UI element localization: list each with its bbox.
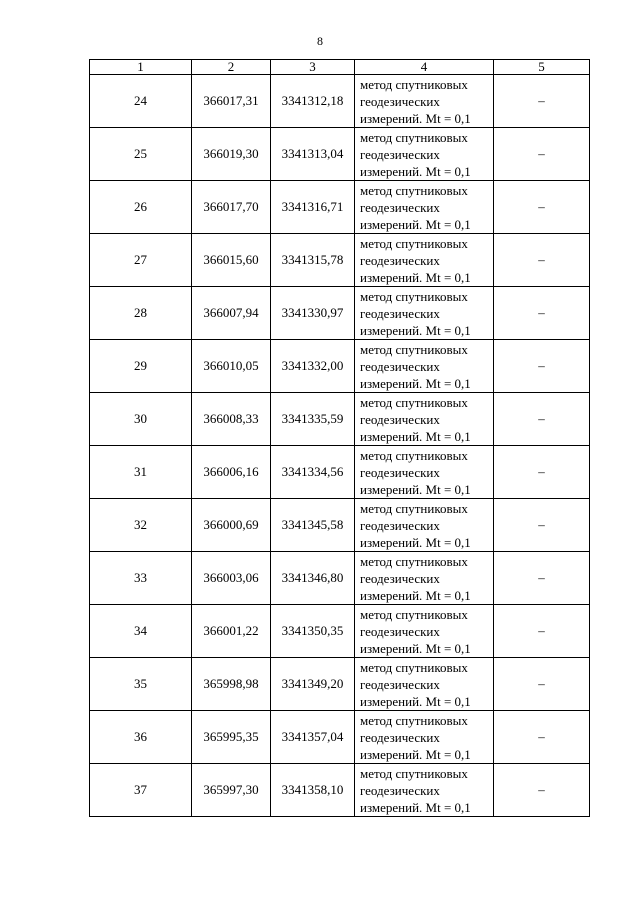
point-number-cell: 34	[90, 605, 192, 658]
header-col-5: 5	[494, 60, 590, 75]
method-line: измерений. Mt = 0,1	[360, 799, 471, 815]
x-coordinate-cell: 366017,70	[192, 181, 271, 234]
note-cell: –	[494, 658, 590, 711]
method-line: измерений. Mt = 0,1	[360, 322, 471, 338]
method-line: измерений. Mt = 0,1	[360, 587, 471, 603]
note-cell: –	[494, 499, 590, 552]
method-cell	[355, 658, 494, 711]
note-cell: –	[494, 605, 590, 658]
note-cell: –	[494, 340, 590, 393]
table-row	[90, 605, 590, 658]
table-row	[90, 711, 590, 764]
y-coordinate-cell: 3341335,59	[271, 393, 355, 446]
method-line: геодезических	[360, 623, 440, 639]
x-coordinate-cell: 365998,98	[192, 658, 271, 711]
y-coordinate-cell: 3341358,10	[271, 764, 355, 817]
method-line: геодезических	[360, 93, 440, 109]
y-coordinate-cell: 3341316,71	[271, 181, 355, 234]
x-coordinate-cell: 365997,30	[192, 764, 271, 817]
method-line: метод спутниковых	[360, 288, 468, 304]
point-number-cell: 36	[90, 711, 192, 764]
note-cell: –	[494, 287, 590, 340]
point-number-cell: 35	[90, 658, 192, 711]
method-line: метод спутниковых	[360, 606, 468, 622]
x-coordinate-cell: 366017,31	[192, 75, 271, 128]
point-number-cell: 31	[90, 446, 192, 499]
note-cell: –	[494, 393, 590, 446]
x-coordinate-cell: 366003,06	[192, 552, 271, 605]
table-row	[90, 499, 590, 552]
x-coordinate-cell: 366006,16	[192, 446, 271, 499]
method-line: метод спутниковых	[360, 76, 468, 92]
method-cell	[355, 393, 494, 446]
table-row	[90, 764, 590, 817]
note-cell: –	[494, 711, 590, 764]
note-cell: –	[494, 128, 590, 181]
method-line: измерений. Mt = 0,1	[360, 481, 471, 497]
table-row	[90, 658, 590, 711]
y-coordinate-cell: 3341350,35	[271, 605, 355, 658]
x-coordinate-cell: 365995,35	[192, 711, 271, 764]
y-coordinate-cell: 3341349,20	[271, 658, 355, 711]
method-line: измерений. Mt = 0,1	[360, 110, 471, 126]
method-line: измерений. Mt = 0,1	[360, 640, 471, 656]
method-line: геодезических	[360, 411, 440, 427]
y-coordinate-cell: 3341332,00	[271, 340, 355, 393]
method-line: метод спутниковых	[360, 553, 468, 569]
method-line: геодезических	[360, 199, 440, 215]
header-col-1: 1	[90, 60, 192, 75]
method-line: измерений. Mt = 0,1	[360, 428, 471, 444]
method-line: геодезических	[360, 676, 440, 692]
note-cell: –	[494, 234, 590, 287]
y-coordinate-cell: 3341357,04	[271, 711, 355, 764]
point-number-cell: 33	[90, 552, 192, 605]
table-row	[90, 340, 590, 393]
method-cell	[355, 75, 494, 128]
method-line: метод спутниковых	[360, 500, 468, 516]
table-row	[90, 552, 590, 605]
x-coordinate-cell: 366000,69	[192, 499, 271, 552]
x-coordinate-cell: 366015,60	[192, 234, 271, 287]
method-line: метод спутниковых	[360, 447, 468, 463]
method-line: геодезических	[360, 252, 440, 268]
method-line: измерений. Mt = 0,1	[360, 216, 471, 232]
method-line: измерений. Mt = 0,1	[360, 375, 471, 391]
method-line: метод спутниковых	[360, 182, 468, 198]
header-col-4: 4	[355, 60, 494, 75]
method-cell	[355, 340, 494, 393]
point-number-cell: 30	[90, 393, 192, 446]
method-cell	[355, 552, 494, 605]
method-line: измерений. Mt = 0,1	[360, 746, 471, 762]
method-line: геодезических	[360, 729, 440, 745]
method-line: метод спутниковых	[360, 235, 468, 251]
y-coordinate-cell: 3341315,78	[271, 234, 355, 287]
method-line: геодезических	[360, 464, 440, 480]
point-number-cell: 32	[90, 499, 192, 552]
x-coordinate-cell: 366008,33	[192, 393, 271, 446]
point-number-cell: 29	[90, 340, 192, 393]
note-cell: –	[494, 181, 590, 234]
method-cell	[355, 234, 494, 287]
table-row	[90, 234, 590, 287]
y-coordinate-cell: 3341330,97	[271, 287, 355, 340]
method-cell	[355, 287, 494, 340]
method-cell	[355, 446, 494, 499]
y-coordinate-cell: 3341345,58	[271, 499, 355, 552]
method-line: измерений. Mt = 0,1	[360, 693, 471, 709]
method-cell	[355, 499, 494, 552]
x-coordinate-cell: 366001,22	[192, 605, 271, 658]
table-row	[90, 75, 590, 128]
point-number-cell: 27	[90, 234, 192, 287]
method-line: геодезических	[360, 358, 440, 374]
point-number-cell: 24	[90, 75, 192, 128]
point-number-cell: 26	[90, 181, 192, 234]
header-col-3: 3	[271, 60, 355, 75]
method-line: геодезических	[360, 570, 440, 586]
note-cell: –	[494, 75, 590, 128]
y-coordinate-cell: 3341313,04	[271, 128, 355, 181]
x-coordinate-cell: 366007,94	[192, 287, 271, 340]
method-line: метод спутниковых	[360, 765, 468, 781]
method-line: измерений. Mt = 0,1	[360, 269, 471, 285]
table-header-row	[90, 60, 590, 75]
note-cell: –	[494, 446, 590, 499]
method-line: метод спутниковых	[360, 659, 468, 675]
point-number-cell: 28	[90, 287, 192, 340]
method-line: геодезических	[360, 517, 440, 533]
method-line: измерений. Mt = 0,1	[360, 534, 471, 550]
method-line: геодезических	[360, 146, 440, 162]
table-row	[90, 181, 590, 234]
point-number-cell: 37	[90, 764, 192, 817]
table-row	[90, 393, 590, 446]
header-col-2: 2	[192, 60, 271, 75]
method-cell	[355, 181, 494, 234]
page-number: 8	[317, 34, 323, 48]
y-coordinate-cell: 3341312,18	[271, 75, 355, 128]
y-coordinate-cell: 3341346,80	[271, 552, 355, 605]
method-cell	[355, 128, 494, 181]
method-line: метод спутниковых	[360, 394, 468, 410]
x-coordinate-cell: 366019,30	[192, 128, 271, 181]
method-line: геодезических	[360, 305, 440, 321]
table-row	[90, 128, 590, 181]
method-cell	[355, 711, 494, 764]
coordinates-table	[89, 59, 590, 817]
method-line: метод спутниковых	[360, 712, 468, 728]
y-coordinate-cell: 3341334,56	[271, 446, 355, 499]
point-number-cell: 25	[90, 128, 192, 181]
note-cell: –	[494, 552, 590, 605]
method-line: измерений. Mt = 0,1	[360, 163, 471, 179]
table-row	[90, 287, 590, 340]
table-row	[90, 446, 590, 499]
method-cell	[355, 605, 494, 658]
method-cell	[355, 764, 494, 817]
x-coordinate-cell: 366010,05	[192, 340, 271, 393]
note-cell: –	[494, 764, 590, 817]
method-line: метод спутниковых	[360, 341, 468, 357]
method-line: геодезических	[360, 782, 440, 798]
method-line: метод спутниковых	[360, 129, 468, 145]
